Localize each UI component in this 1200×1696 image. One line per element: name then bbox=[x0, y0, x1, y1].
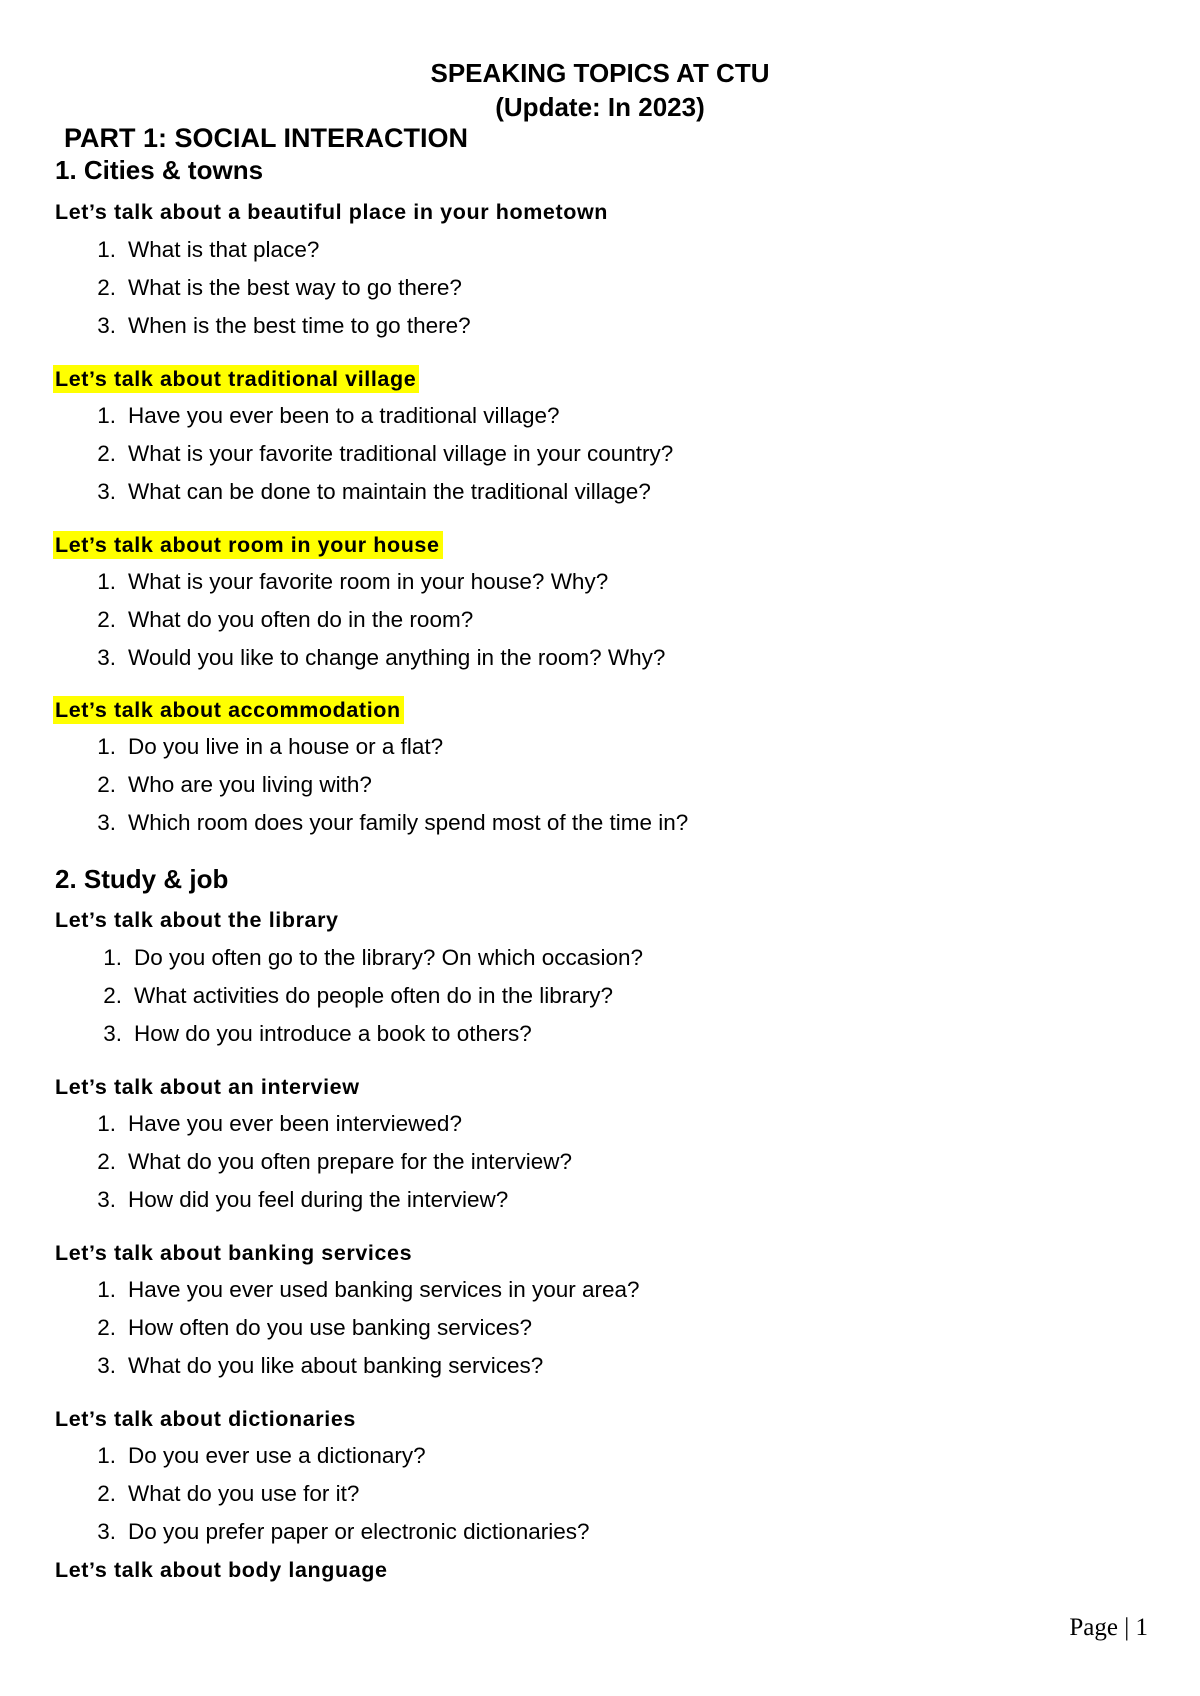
topic-heading-highlighted: Let’s talk about room in your house bbox=[53, 531, 443, 559]
document-subtitle: (Update: In 2023) bbox=[495, 92, 705, 122]
topic-heading-highlighted: Let’s talk about accommodation bbox=[53, 696, 404, 724]
topic-heading: Let’s talk about the library bbox=[55, 908, 339, 932]
question-item: 1. What is that place? bbox=[97, 237, 320, 262]
question-item: 2. How often do you use banking services? bbox=[97, 1315, 532, 1340]
question-item: 3. What can be done to maintain the traditional village? bbox=[97, 479, 651, 504]
question-item: 3. What do you like about banking services? bbox=[97, 1353, 544, 1378]
topic-heading: Let’s talk about body language bbox=[55, 1558, 388, 1582]
question-item: 1. Do you often go to the library? On which occasion? bbox=[103, 945, 644, 970]
question-item: 1. Have you ever been interviewed? bbox=[97, 1111, 462, 1136]
question-item: 2. What do you use for it? bbox=[97, 1481, 360, 1506]
question-item: 1. Do you live in a house or a flat? bbox=[97, 734, 444, 759]
question-item: 2. What do you often do in the room? bbox=[97, 607, 474, 632]
section-heading: 2. Study & job bbox=[55, 864, 229, 894]
topic-heading: Let’s talk about dictionaries bbox=[55, 1407, 356, 1431]
section-heading: 1. Cities & towns bbox=[55, 155, 264, 185]
question-item: 3. When is the best time to go there? bbox=[97, 313, 471, 338]
question-item: 3. Which room does your family spend most of the time in? bbox=[97, 810, 689, 835]
part-heading: PART 1: SOCIAL INTERACTION bbox=[64, 123, 469, 153]
topic-heading-highlighted: Let’s talk about traditional village bbox=[53, 365, 419, 393]
topic-heading: Let’s talk about banking services bbox=[55, 1241, 413, 1265]
question-item: 2. What do you often prepare for the interview? bbox=[97, 1149, 573, 1174]
question-item: 2. What is the best way to go there? bbox=[97, 275, 462, 300]
question-item: 2. What activities do people often do in the library? bbox=[103, 983, 614, 1008]
question-item: 3. How do you introduce a book to others? bbox=[103, 1021, 532, 1046]
question-item: 1. What is your favorite room in your house? Why? bbox=[97, 569, 609, 594]
topic-heading: Let’s talk about a beautiful place in your hometown bbox=[55, 200, 609, 224]
question-item: 3. How did you feel during the interview? bbox=[97, 1187, 509, 1212]
question-item: 2. Who are you living with? bbox=[97, 772, 372, 797]
page-number: Page | 1 bbox=[1069, 1614, 1148, 1641]
question-item: 1. Have you ever been to a traditional village? bbox=[97, 403, 560, 428]
topic-heading: Let’s talk about an interview bbox=[55, 1075, 360, 1099]
question-item: 1. Do you ever use a dictionary? bbox=[97, 1443, 426, 1468]
document-title: SPEAKING TOPICS AT CTU bbox=[430, 58, 770, 88]
question-item: 2. What is your favorite traditional village in your country? bbox=[97, 441, 674, 466]
question-item: 3. Do you prefer paper or electronic dictionaries? bbox=[97, 1519, 590, 1544]
question-item: 3. Would you like to change anything in the room? Why? bbox=[97, 645, 666, 670]
question-item: 1. Have you ever used banking services in your area? bbox=[97, 1277, 640, 1302]
